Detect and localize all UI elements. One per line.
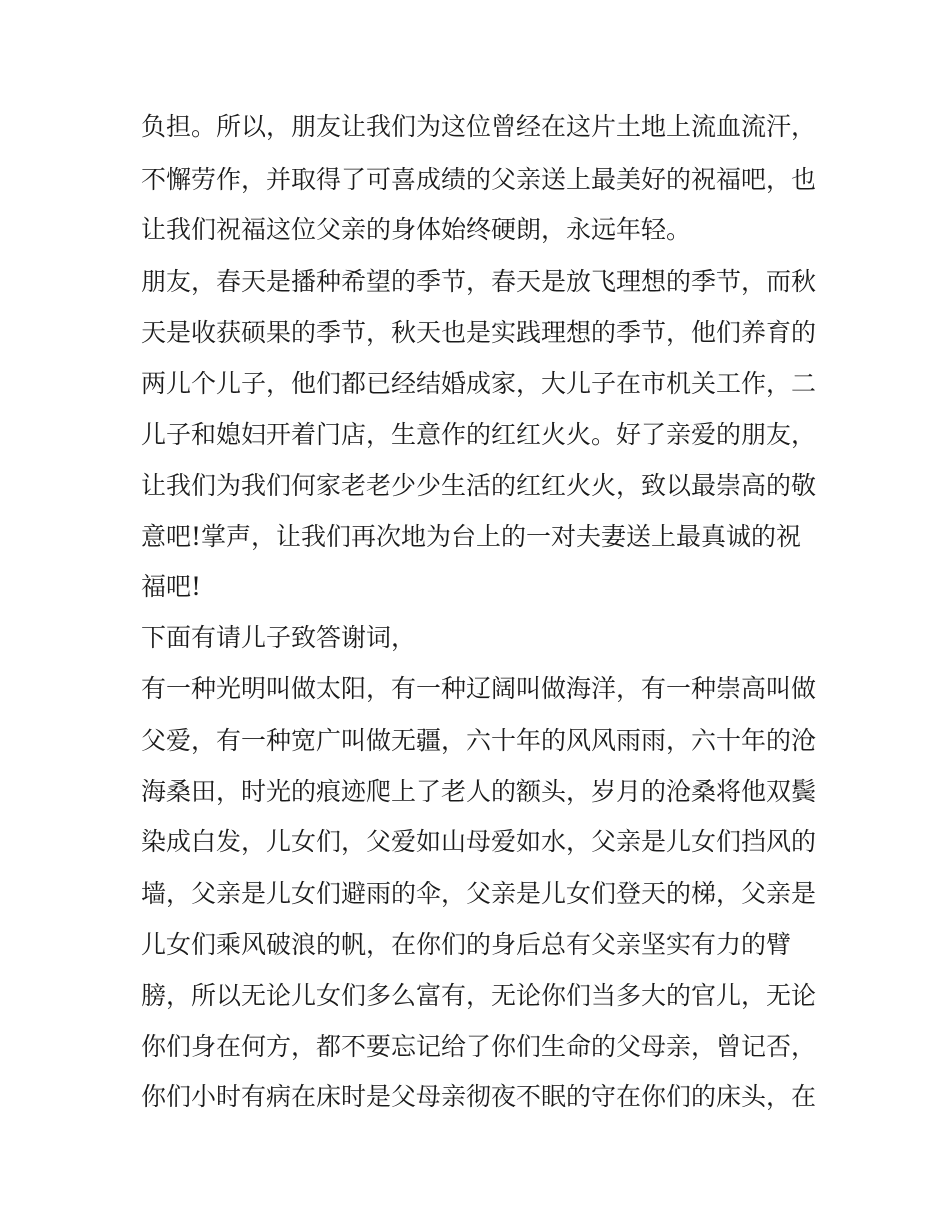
text-line: 天是收获硕果的季节，秋天也是实践理想的季节，他们养育的 [141,318,817,347]
text-line: 两儿个儿子，他们都已经结婚成家，大儿子在市机关工作，二 [141,369,817,398]
text-line: 朋友，春天是播种希望的季节，春天是放飞理想的季节，而秋 [141,267,817,296]
text-line: 下面有请儿子致答谢词， [141,623,417,652]
text-line: 不懈劳作，并取得了可喜成绩的父亲送上最美好的祝福吧，也 [141,165,817,194]
text-line: 让我们祝福这位父亲的身体始终硬朗，永远年轻。 [141,215,692,244]
text-line: 有一种光明叫做太阳，有一种辽阔叫做海洋，有一种崇高叫做 [141,674,817,703]
text-line: 你们小时有病在床时是父母亲彻夜不眠的守在你们的床头，在 [141,1082,817,1111]
text-line: 你们身在何方，都不要忘记给了你们生命的父母亲，曾记否， [141,1032,817,1061]
text-line: 福吧! [141,572,202,601]
text-line: 膀，所以无论儿女们多么富有，无论你们当多大的官儿，无论 [141,981,817,1010]
text-line: 海桑田，时光的痕迹爬上了老人的额头，岁月的沧桑将他双鬓 [141,777,817,806]
text-line: 负担。所以，朋友让我们为这位曾经在这片土地上流血流汗， [141,112,817,141]
text-line: 儿女们乘风破浪的帆，在你们的身后总有父亲坚实有力的臂 [141,930,792,959]
text-line: 染成白发，儿女们，父爱如山母爱如水，父亲是儿女们挡风的 [141,827,817,856]
text-line: 儿子和媳妇开着门店，生意作的红红火火。好了亲爱的朋友， [141,420,817,449]
text-line: 墙，父亲是儿女们避雨的伞，父亲是儿女们登天的梯，父亲是 [141,879,817,908]
text-line: 意吧!掌声，让我们再次地为台上的一对夫妻送上最真诚的祝 [141,522,802,551]
text-line: 父爱，有一种宽广叫做无疆，六十年的风风雨雨，六十年的沧 [141,726,817,755]
text-line: 让我们为我们何家老老少少生活的红红火火，致以最崇高的敬 [141,471,817,500]
